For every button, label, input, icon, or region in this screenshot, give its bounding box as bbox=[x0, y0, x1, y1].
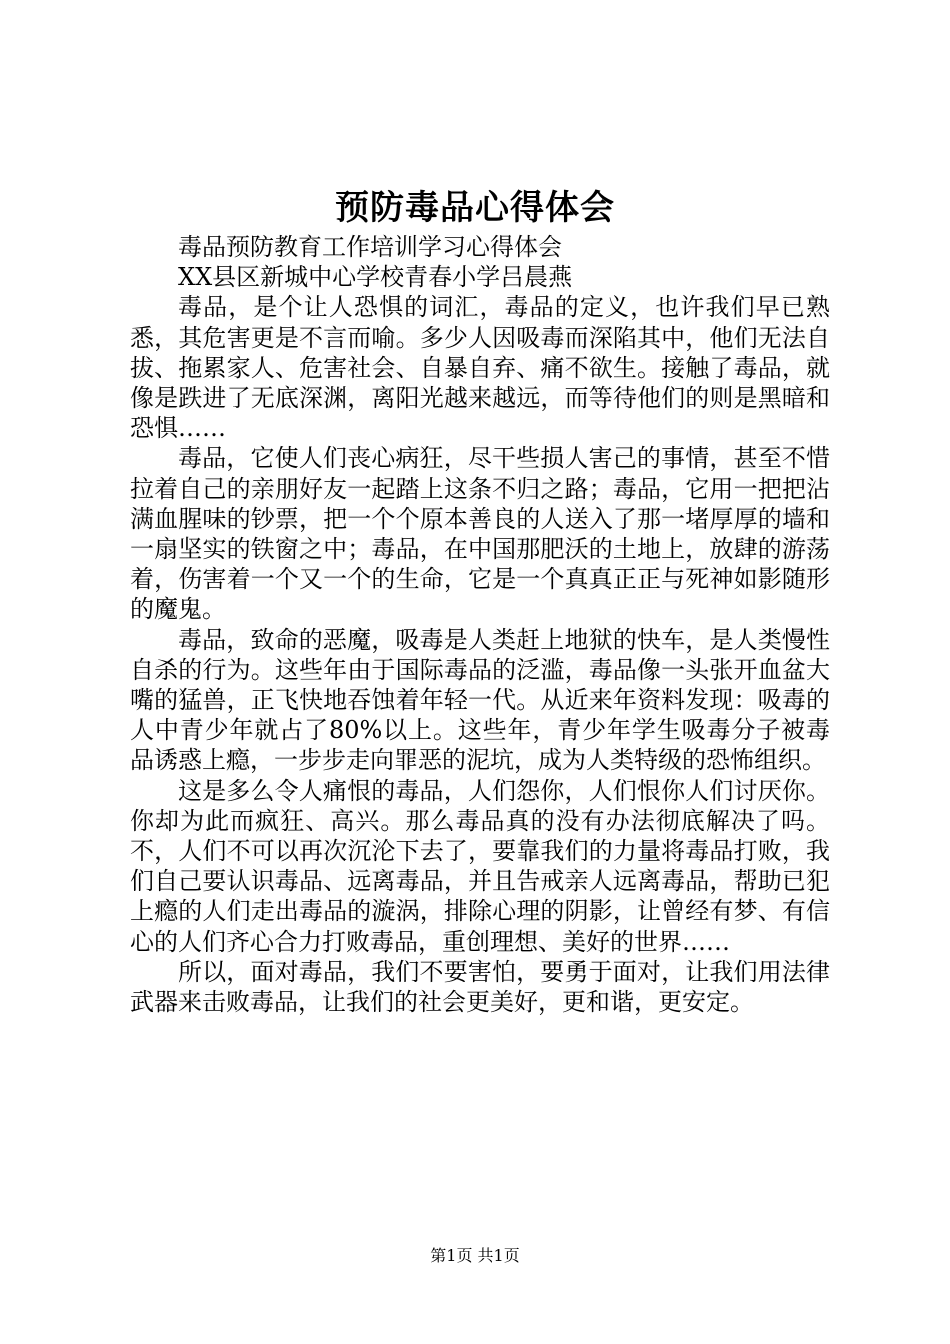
paragraph-1: 毒品，是个让人恐惧的词汇，毒品的定义，也许我们早已熟悉，其危害更是不言而喻。多少人因吸毒而深陷其中，他们无法自拔、拖累家人、危害社会、自暴自弃、痛不欲生。接触了毒品，就像是跌进了无底深渊，离阳光越来越远，而等待他们的则是黑暗和恐惧…… bbox=[130, 293, 830, 443]
paragraph-2: 毒品，它使人们丧心病狂，尽干些损人害己的事情，甚至不惜拉着自己的亲朋好友一起踏上这条不归之路；毒品，它用一把把沾满血腥味的钞票，把一个个原本善良的人送入了那一堵厚厚的墙和一扇坚实的铁窗之中；毒品，在中国那肥沃的土地上，放肆的游荡着，伤害着一个又一个的生命，它是一个真真正正与死神如影随形的魔鬼。 bbox=[130, 444, 830, 624]
paragraph-3: 毒品，致命的恶魔，吸毒是人类赶上地狱的快车，是人类慢性自杀的行为。这些年由于国际毒品的泛滥，毒品像一头张开血盆大嘴的猛兽，正飞快地吞蚀着年轻一代。从近来年资料发现：吸毒的人中青少年就占了80%以上。这些年，青少年学生吸毒分子被毒品诱惑上瘾，一步步走向罪恶的泥坑，成为人类特级的恐怖组织。 bbox=[130, 625, 830, 775]
paragraph-4: 这是多么令人痛恨的毒品，人们怨你，人们恨你人们讨厌你。你却为此而疯狂、高兴。那么毒品真的没有办法彻底解决了吗。不，人们不可以再次沉沦下去了，要靠我们的力量将毒品打败，我们自己要认识毒品、远离毒品，并且告戒亲人远离毒品，帮助已犯上瘾的人们走出毒品的漩涡，排除心理的阴影，让曾经有梦、有信心的人们齐心合力打败毒品，重创理想、美好的世界…… bbox=[130, 776, 830, 956]
document-title: 预防毒品心得体会 bbox=[335, 188, 615, 228]
document-subtitle: 毒品预防教育工作培训学习心得体会 bbox=[178, 233, 562, 261]
document-body bbox=[130, 232, 830, 1017]
page-footer: 第1页 共1页 bbox=[430, 1246, 520, 1265]
paragraph-5: 所以，面对毒品，我们不要害怕，要勇于面对，让我们用法律武器来击败毒品，让我们的社会更美好，更和谐，更安定。 bbox=[130, 957, 830, 1017]
author-line: XX县区新城中心学校青春小学吕晨燕 bbox=[178, 263, 573, 292]
